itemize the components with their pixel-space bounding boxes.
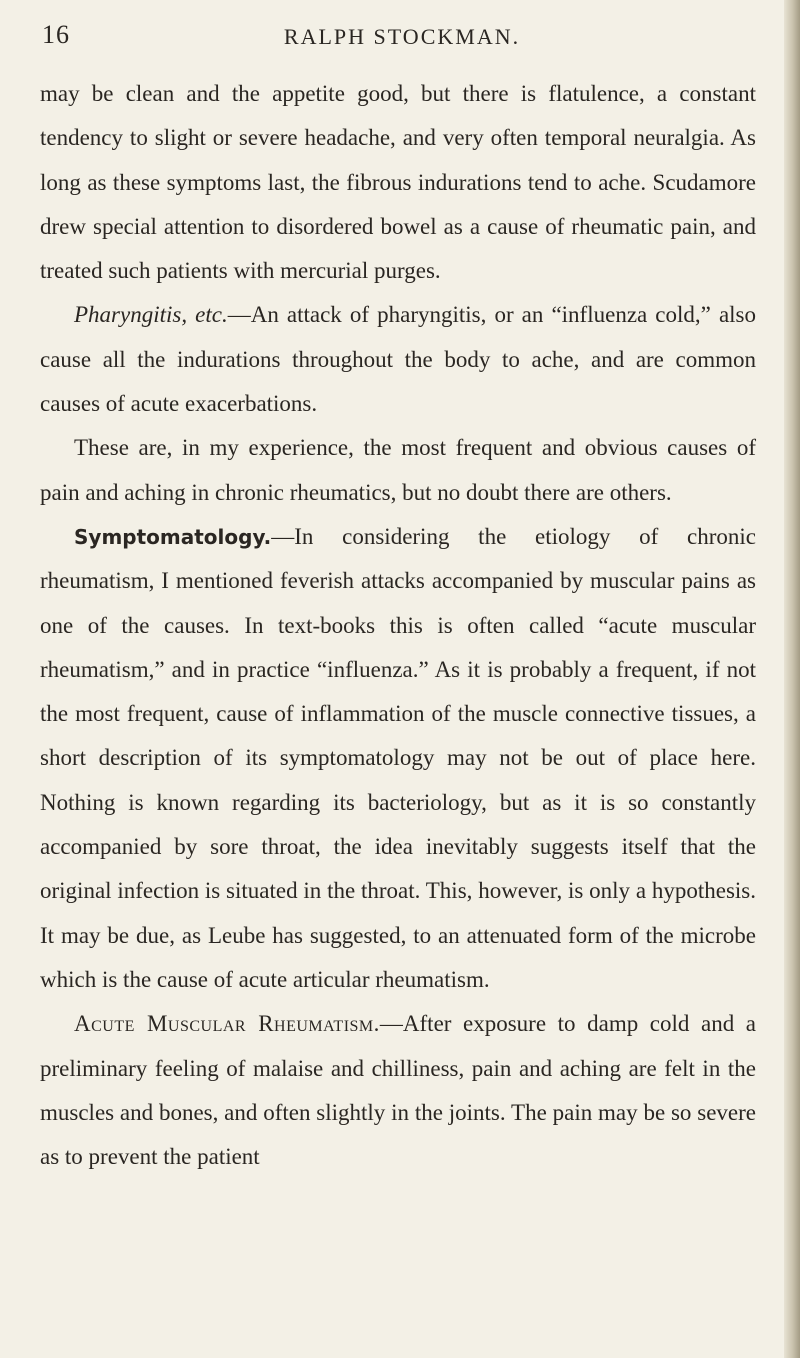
section-heading-symptomatology: Symptomatology. bbox=[74, 524, 272, 549]
paragraph-acute-muscular bbox=[40, 1002, 756, 1179]
paragraph-pharyngitis bbox=[40, 293, 756, 426]
paragraph-1 bbox=[40, 72, 756, 293]
page-header bbox=[42, 20, 762, 60]
page-number: 16 bbox=[42, 20, 70, 49]
running-head: RALPH STOCKMAN. bbox=[283, 24, 521, 49]
body-text bbox=[40, 72, 756, 1179]
paragraph-pharyngitis-text: —An attack of pharyngitis, or an “influenza cold,” also cause all the indurations throughout the body to ache, and are common causes of acute exacerbations. bbox=[40, 302, 756, 417]
paragraph-1-text: may be clean and the appetite good, but there is flatulence, a constant tendency to slight or severe headache, and very often temporal neuralgia. As long as these symptoms last, the fibrous indurations tend to ache. Scudamore drew special attention to disordered bowel as a cause of rheumatic pain, and treated such patients with mercurial purges. bbox=[40, 81, 756, 284]
page-edge-shadow bbox=[784, 0, 800, 1358]
paragraph-causes bbox=[40, 426, 756, 515]
paragraph-causes-text: These are, in my experience, the most frequent and obvious causes of pain and aching in chronic rheumatics, but no doubt there are others. bbox=[40, 435, 756, 505]
paragraph-acute-muscular-text: —After exposure to damp cold and a preliminary feeling of malaise and chilliness, pain and aching are felt in the muscles and bones, and often slightly in the joints. The pain may be so severe as to prevent the patient bbox=[40, 1011, 756, 1170]
paragraph-symptomatology bbox=[40, 515, 756, 1002]
section-heading-pharyngitis: Pharyngitis, etc. bbox=[74, 302, 228, 328]
section-heading-acute-muscular-rheumatism: Acute Muscular Rheumatism. bbox=[74, 1011, 380, 1037]
paragraph-symptomatology-text: —In considering the etiology of chronic rheumatism, I mentioned feverish attacks accompanied by muscular pains as one of the causes. In text-books this is often called “acute muscular rheumatism,” and in practice “influenza.” As it is probably a frequent, if not the most frequent, cause of inflammation of the muscle connective tissues, a short description of its symptomatology may not be out of place here. Nothing is known regarding its bacteriology, but as it is so constantly accompanied by sore throat, the idea inevitably suggests itself that the original infection is situated in the throat. This, however, is only a hypothesis. It may be due, as Leube has suggested, to an attenuated form of the microbe which is the cause of acute articular rheumatism. bbox=[40, 523, 756, 992]
